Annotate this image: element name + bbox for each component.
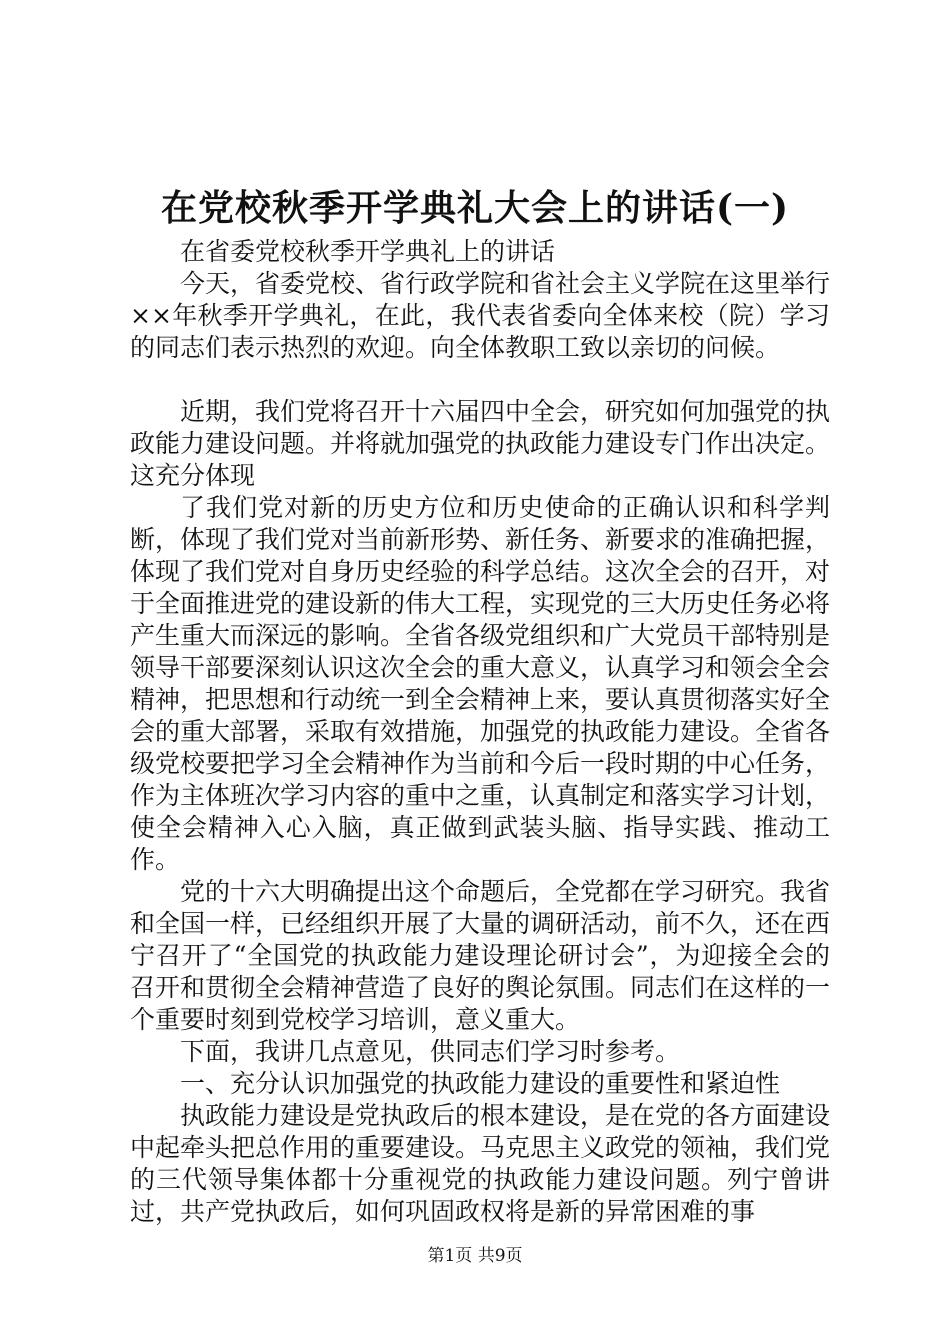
section-heading: 一、充分认识加强党的执政能力建设的重要性和紧迫性 (180, 1069, 781, 1098)
paragraph: 党的十六大明确提出这个命题后，全党都在学习研究。我省和全国一样，已经组织开展了大量的调研活动，前不久，还在西宁召开了“全国党的执政能力建设理论研讨会”，为迎接全会的召开和贯彻全会精神营造了良好的舆论氛围。同志们在这样的一个重要时刻到党校学习培训，意义重大。 (130, 877, 831, 1034)
document-title: 在党校秋季开学典礼大会上的讲话(一) (160, 187, 790, 229)
paragraph: 了我们党对新的历史方位和历史使命的正确认识和科学判断，体现了我们党对当前新形势、新任务、新要求的准确把握，体现了我们党对自身历史经验的科学总结。这次全会的召开，对于全面推进党的建设新的伟大工程，实现党的三大历史任务必将产生重大而深远的影响。全省各级党组织和广大党员干部特别是领导干部要深刻认识这次全会的重大意义，认真学习和领会全会精神，把思想和行动统一到全会精神上来，要认真贯彻落实好全会的重大部署，采取有效措施，加强党的执政能力建设。全省各级党校要把学习全会精神作为当前和今后一段时期的中心任务，作为主体班次学习内容的重中之重，认真制定和落实学习计划，使全会精神入心入脑，真正做到武装头脑、指导实践、推动工作。 (130, 493, 831, 874)
document-body (130, 236, 830, 1228)
page-number: 第1页 共9页 (427, 1246, 523, 1266)
paragraph: 近期，我们党将召开十六届四中全会，研究如何加强党的执政能力建设问题。并将就加强党的执政能力建设专门作出决定。这充分体现 (130, 397, 831, 490)
paragraph: 执政能力建设是党执政后的根本建设，是在党的各方面建设中起牵头把总作用的重要建设。马克思主义政党的领袖，我们党的三代领导集体都十分重视党的执政能力建设问题。列宁曾讲过，共产党执政后，如何巩固政权将是新的异常困难的事 (130, 1101, 831, 1226)
paragraph: 下面，我讲几点意见，供同志们学习时参考。 (180, 1037, 681, 1066)
paragraph: 今天，省委党校、省行政学院和省社会主义学院在这里举行××年秋季开学典礼，在此，我代表省委向全体来校（院）学习的同志们表示热烈的欢迎。向全体教职工致以亲切的问候。 (130, 269, 831, 362)
paragraph: 在省委党校秋季开学典礼上的讲话 (180, 237, 556, 266)
